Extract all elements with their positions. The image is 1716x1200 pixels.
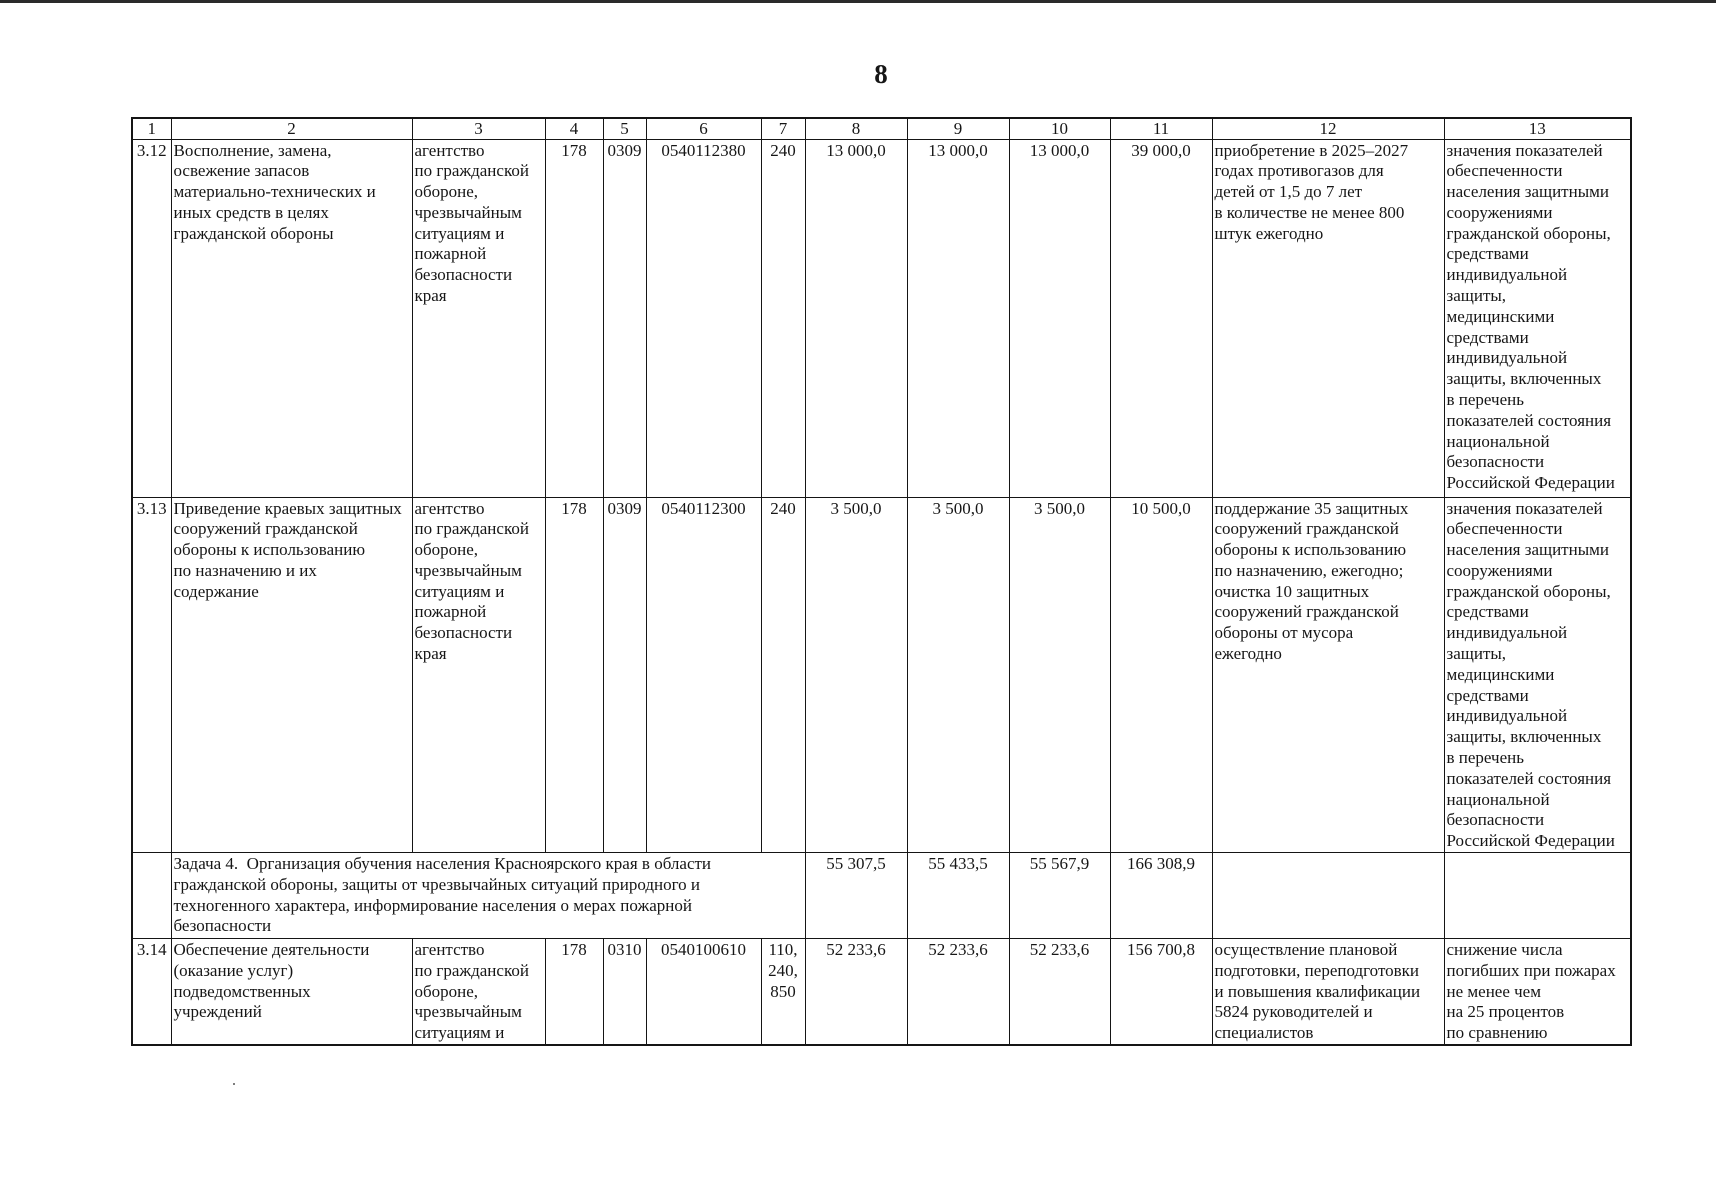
row-3-12-code-col6: 0540112380 [646,139,761,497]
column-number-row [132,118,1631,139]
row-3-12-amount-col10: 13 000,0 [1009,139,1110,497]
row-3-13-amount-total: 10 500,0 [1110,497,1212,853]
row-3-14-amount-col8: 52 233,6 [805,939,907,1045]
row-3-13-number: 3.13 [132,497,171,853]
row-3-12-indicator-impact: значения показателей обеспеченности населения защитными сооружениями гражданской обороны, средствами индивидуальной защиты, медицинскими средствами индивидуальной защиты, включенных в перечень показателей состояния национальной безопасности Российской Федерации [1444,139,1631,497]
row-3-13-code-col5: 0309 [603,497,646,853]
page-number: 8 [874,59,888,89]
row-3-12-code-col4: 178 [545,139,603,497]
row-3-14-executor: агентство по гражданской обороне, чрезвычайным ситуациям и [412,939,545,1045]
row-3-13-code-col4: 178 [545,497,603,853]
table-row-3-14 [132,939,1631,1045]
column-header-10: 10 [1009,118,1110,139]
row-3-13-executor: агентство по гражданской обороне, чрезвычайным ситуациям и пожарной безопасности края [412,497,545,853]
task-4-number-empty [132,853,171,939]
task-4-indicator-empty [1444,853,1631,939]
row-3-13-code-col7: 240 [761,497,805,853]
row-3-13-code-col6: 0540112300 [646,497,761,853]
row-3-13-amount-col9: 3 500,0 [907,497,1009,853]
task-4-amount-col9: 55 433,5 [907,853,1009,939]
row-3-13-amount-col8: 3 500,0 [805,497,907,853]
column-header-9: 9 [907,118,1009,139]
row-3-12-code-col7: 240 [761,139,805,497]
column-header-11: 11 [1110,118,1212,139]
column-header-8: 8 [805,118,907,139]
row-3-14-activity-name: Обеспечение деятельности (оказание услуг) подведомственных учреждений [171,939,412,1045]
row-3-12-amount-total: 39 000,0 [1110,139,1212,497]
row-3-12-number: 3.12 [132,139,171,497]
task-4-description: Задача 4. Организация обучения населения Красноярского края в области гражданской обороны, защиты от чрезвычайных ситуаций природного и техногенного характера, информирование населения о мерах пожарной безопасности [171,853,805,939]
row-3-13-indicator-impact: значения показателей обеспеченности населения защитными сооружениями гражданской обороны, средствами индивидуальной защиты, медицинскими средствами индивидуальной защиты, включенных в перечень показателей состояния национальной безопасности Российской Федерации [1444,497,1631,853]
task-4-amount-col8: 55 307,5 [805,853,907,939]
program-activities-table [131,117,1632,1046]
task-4-result-empty [1212,853,1444,939]
row-3-14-indicator-impact: снижение числа погибших при пожарах не менее чем на 25 процентов по сравнению [1444,939,1631,1045]
row-3-14-number: 3.14 [132,939,171,1045]
task-4-amount-total: 166 308,9 [1110,853,1212,939]
column-header-7: 7 [761,118,805,139]
row-3-14-expected-result: осуществление плановой подготовки, переподготовки и повышения квалификации 5824 руководителей и специалистов [1212,939,1444,1045]
row-3-12-activity-name: Восполнение, замена, освежение запасов материально-технических и иных средств в целях гражданской обороны [171,139,412,497]
table-row-3-12 [132,139,1631,497]
column-header-4: 4 [545,118,603,139]
table-row-task-4 [132,853,1631,939]
row-3-13-activity-name: Приведение краевых защитных сооружений гражданской обороны к использованию по назначению и их содержание [171,497,412,853]
row-3-13-amount-col10: 3 500,0 [1009,497,1110,853]
row-3-12-amount-col8: 13 000,0 [805,139,907,497]
scan-speck [233,1083,235,1085]
column-header-1: 1 [132,118,171,139]
row-3-14-amount-col9: 52 233,6 [907,939,1009,1045]
page-top-edge [0,0,1716,3]
row-3-12-executor: агентство по гражданской обороне, чрезвычайным ситуациям и пожарной безопасности края [412,139,545,497]
row-3-14-code-col5: 0310 [603,939,646,1045]
column-header-6: 6 [646,118,761,139]
column-header-3: 3 [412,118,545,139]
row-3-12-expected-result: приобретение в 2025–2027 годах противогазов для детей от 1,5 до 7 лет в количестве не менее 800 штук ежегодно [1212,139,1444,497]
row-3-12-amount-col9: 13 000,0 [907,139,1009,497]
row-3-14-code-col7: 110, 240, 850 [761,939,805,1045]
row-3-14-amount-total: 156 700,8 [1110,939,1212,1045]
column-header-5: 5 [603,118,646,139]
column-header-2: 2 [171,118,412,139]
row-3-14-code-col6: 0540100610 [646,939,761,1045]
column-header-13: 13 [1444,118,1631,139]
column-header-12: 12 [1212,118,1444,139]
row-3-12-code-col5: 0309 [603,139,646,497]
row-3-13-expected-result: поддержание 35 защитных сооружений гражданской обороны к использованию по назначению, ежегодно; очистка 10 защитных сооружений гражданской обороны от мусора ежегодно [1212,497,1444,853]
row-3-14-amount-col10: 52 233,6 [1009,939,1110,1045]
row-3-14-code-col4: 178 [545,939,603,1045]
table-row-3-13 [132,497,1631,853]
task-4-amount-col10: 55 567,9 [1009,853,1110,939]
